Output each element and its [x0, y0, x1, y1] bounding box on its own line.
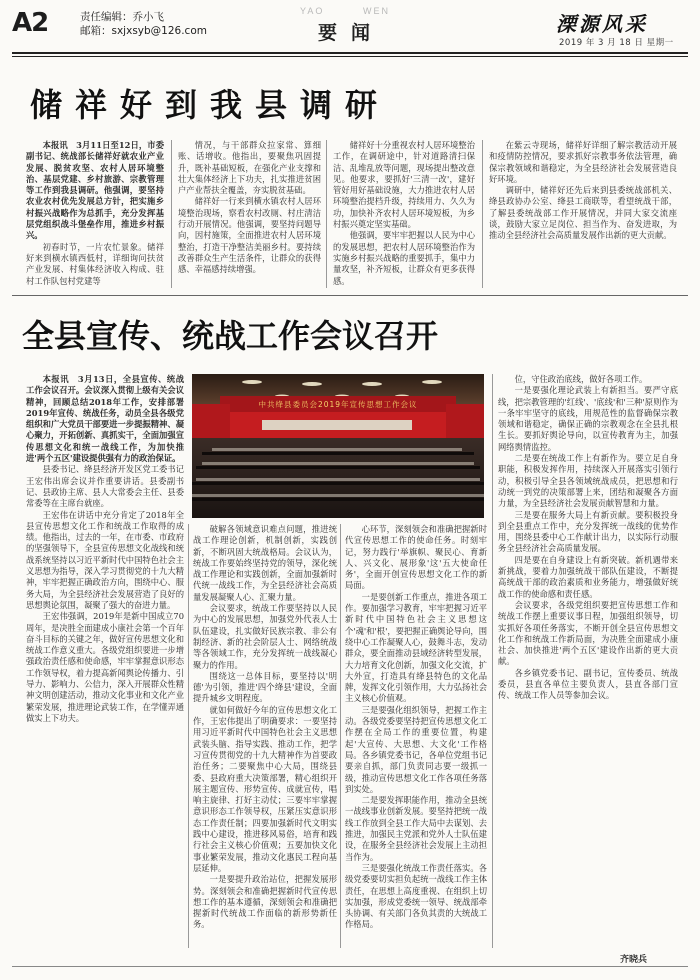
conference-hall-image: [192, 374, 484, 518]
article2-paragraph: 心环节，深刻领会和准确把握新时代宣传思想工作的使命任务。时刻牢记，努力践行'举旗帜、聚民心、育新人、兴文化、展形象'这'五大使命任务'，全面开创宣传思想文化工作的新局面。: [345, 524, 487, 591]
section-en-part: WEN: [363, 6, 390, 16]
article2-paragraph: 三是要强化统战工作责任落实。各级党委要切实担负起统一战线工作主体责任，在思想上高度重视、在组织上切实加强，形成党委统一领导、统战部牵头协调、有关部门各负其责的大统战工作格局。: [345, 862, 487, 930]
article1-headline: 储祥好到我县调研: [30, 86, 391, 124]
article1-paragraph: 情况，与干部群众拉家常、算细账、话增收。他指出，要聚焦巩固提升，既补基础短板，在强化产业支撑和壮大集体经济上下功夫，扎实推进贫困户产业帮扶全覆盖，夯实脱贫基础。: [178, 140, 321, 196]
article2-paragraph: 四是要在自身建设上有新突破。新机遇带来新挑战，要着力加强统战干部队伍建设，不断提高统战干部的政治素质和业务能力，增强做好统战工作的使命感和责任感。: [498, 554, 678, 599]
article1-column-1: [26, 140, 164, 290]
column-divider: [492, 374, 493, 948]
column-divider: [171, 140, 172, 288]
page-number: A2: [12, 8, 49, 38]
article-separator: [12, 295, 688, 296]
article2-paragraph: 就如何做好今年的宣传思想文化工作，王宏伟提出了明确要求：一要坚持用习近平新时代中国特色社会主义思想武装头脑、指导实践、推动工作，把学习宣传贯彻党的十九大精神作为首要政治任务；二要聚焦中心大局，围绕县委、县政府重大决策部署，精心组织开展主题宣传、形势宣传、成就宣传，唱响主旋律、打好主动仗；三要牢牢掌握意识形态工作领导权，压紧压实意识形态工作责任制；四要加强新时代文明实践中心建设，推进移风易俗，培育和践行社会主义核心价值观；五要加快文化事业繁荣发展，推动文化惠民工程向基层延伸。: [193, 704, 337, 873]
article2-paragraph: 位，守住政治底线，做好各项工作。: [514, 374, 648, 384]
article2-headline: 全县宣传、统战工作会议召开: [22, 317, 439, 355]
article2-paragraph: 会议要求，统战工作要坚持以人民为中心的发展思想，加强党外代表人士队伍建设，扎实做好民族宗教、非公有制经济、新的社会阶层人士、网络统战等各领域工作，充分发挥统一战线凝心聚力的作用。: [193, 603, 337, 670]
article2-paragraph: 县委书记、绛县经济开发区党工委书记王宏伟出席会议并作重要讲话。县委副书记、县政协主席、县人大常委会主任、县委常委等在主席台就座。: [26, 464, 184, 509]
section-title-en: [300, 6, 390, 16]
article2-paragraph: 一是要创新工作重点，推进各项工作。要加强学习教育，牢牢把握习近平新时代中国特色社会主义思想这个'魂'和'根'，要把握正确舆论导向，围绕中心工作凝聚人心，鼓舞斗志，发动群众，要全面推动县域经济转型发展，大力培育文化创新，加强文化交流，扩大外宣，打造具有绛县特色的文化品牌，发挥文化引领作用，大力弘扬社会主义核心价值观。: [345, 591, 487, 704]
article2-paragraph: 各乡镇党委书记、副书记，宣传委员、统战委员，县直各单位主要负责人，县直各部门宣传、统战工作人员等参加会议。: [498, 667, 678, 701]
section-en-part: YAO: [300, 6, 325, 16]
article2-paragraph: 一是要强化理论武装上有新担当。要严守底线，把宗教管理的'红线'、'底线'和'三种'原则作为一条牢牢坚守的底线，用规范性的监督确保宗教领域和谐稳定，确保正确的宗教观念在全县扎根生长。要抓好舆论导向，以宣传教育为主，加强网络舆情监控。: [498, 385, 678, 452]
article2-byline: 齐晓兵: [620, 955, 648, 965]
article2-paragraph: 本报讯 3月13日，全县宣传、统战工作会议召开。会议深入贯彻上级有关会议精神，回顾总结2018年工作，安排部署2019年宣传、统战任务，动员全县各级党组织和广大党员干部要进一步提振精神、凝心聚力，开拓创新、真抓实干，全面加强宣传思想文化和统一战线工作，为加快推进'两个五区'建设提供强有力的政治保证。: [26, 374, 184, 464]
article2-paragraph: 二是要发挥职能作用，推动全县统一战线事业创新发展。要坚持把统一战线工作放到全县工作大局中去谋划、去推进，加强民主党派和党外人士队伍建设，在服务全县经济社会发展上主动担当作为。: [345, 795, 487, 862]
newspaper-name: 溧源风采: [556, 12, 648, 36]
article2-column-3: [345, 524, 487, 950]
article2-paragraph: 王宏伟强调，2019年是新中国成立70周年，是决胜全面建成小康社会第一个百年奋斗目标的关键之年，做好宣传思想文化和统战工作意义重大。各级党组织要进一步增强政治责任感和使命感，牢牢掌握意识形态工作领导权，着力提高新闻舆论传播力、引导力、影响力、公信力，深入开展群众性精神文明创建活动，推动文化事业和文化产业繁荣发展，推进理论武装工作，在学懂弄通做实上下功夫。: [26, 611, 184, 723]
article1-paragraph: 调研中，储祥好还先后来到县委统战部机关、绛县政协办公室、绛县工商联等，看望统战干部，了解县委统战部工作开展情况，并同大家交流座谈，鼓励大家立足岗位、担当作为、奋发进取，为推动全县经济社会高质量发展作出新的更大贡献。: [489, 185, 677, 241]
article1-paragraph: 他强调，要牢牢把握以人民为中心的发展思想，把农村人居环境整治作为实施乡村振兴战略的重要抓手，集中力量攻坚，补齐短板，让群众有更多获得感。: [333, 230, 475, 286]
article2-column-4: [498, 374, 678, 942]
header-rule: [12, 52, 688, 54]
article1-paragraph: 储祥好十分重视农村人居环境整治工作，在调研途中，针对道路清扫保洁、乱堆乱放等问题，现场提出整改意见。他要求，要抓好'三清一改'，建好管好用好基础设施，大力推进农村人居环境整治提档升级，持续用力、久久为功，加快补齐农村人居环境短板，为乡村振兴奠定坚实基础。: [333, 140, 475, 230]
article2-paragraph: 破解各领域意识难点问题，推进统战工作理论创新，机制创新，实践创新，不断巩固大统战格局。会议认为，统战工作要始终坚持党的领导，深化统战工作理论和实践创新，全面加强新时代统一战线工作，为全县经济社会高质量发展凝聚人心、汇聚力量。: [193, 524, 337, 602]
editor-email: 邮箱：sxjxsyb@126.com: [80, 25, 207, 37]
article1-column-4: [489, 140, 677, 290]
editor-info: [80, 10, 207, 38]
article1-column-3: [333, 140, 475, 290]
issue-date: 2019 年 3 月 18 日 星期一: [559, 38, 674, 48]
column-divider: [482, 140, 483, 288]
article2-paragraph: 三是要强化组织领导，把握工作主动。各级党委要坚持把宣传思想文化工作摆在全局工作的重要位置，构建起'大宣传、大思想、大文化'工作格局。各乡镇党委书记，各单位党组书记要亲自抓，部门负责同志要一级抓一级，推动宣传思想文化工作各项任务落到实处。: [345, 704, 487, 794]
article2-paragraph: 一是要提升政治站位，把握发展形势。深刻领会和准确把握新时代宣传思想工作的基本遵循，深刻领会和准确把握新时代统战工作面临的新形势新任务。: [193, 874, 337, 930]
article1-paragraph: 储祥好一行来到横水镇农村人居环境整治现场，察看农村改厕、村庄清洁行动开展情况。他强调，要坚持问题导向，因村施策，全面推进农村人居环境整治，打造干净整洁美丽乡村。要持续改善群众生产生活条件，让群众的获得感、幸福感持续增强。: [178, 196, 321, 275]
header-rule-thin: [12, 56, 688, 57]
article1-paragraph: 在紫云寺现场，储祥好详细了解宗教活动开展和疫情防控情况，要求抓好宗教事务依法管理，确保宗教领域和谐稳定，为全县经济社会发展营造良好环境。: [489, 140, 677, 184]
article2-paragraph: 二是要在统战工作上有新作为。要立足自身职能，积极发挥作用，持续深入开展落实引领行动，积极引导全县各领域统战成员，把思想和行动统一到党的决策部署上来，团结和凝聚各方面力量，为全县经济社会发展贡献智慧和力量。: [498, 453, 678, 509]
article2-paragraph: 会议要求，各级党组织要把宣传思想工作和统战工作摆上重要议事日程，加强组织领导，切实抓好各项任务落实，不断开创全县宣传思想文化工作和统战工作新局面，为决胜全面建成小康社会、加快推进'两个五区'建设作出新的更大贡献。: [498, 599, 678, 667]
article2-paragraph: 三是要在服务大局上有新贡献。要积极投身到全县重点工作中，充分发挥统一战线的优势作用，围绕县委中心工作献计出力，以实际行动服务全县经济社会高质量发展。: [498, 509, 678, 554]
column-divider: [188, 524, 189, 948]
article2-paragraph: 王宏伟在讲话中充分肯定了2018年全县宣传思想文化工作和统战工作取得的成绩。他指出，过去的一年，在市委、市政府的坚强领导下，全县宣传思想文化战线和统战系统坚持以习近平新时代中国特色社会主义思想为指导，深入学习贯彻党的十九大精神，牢牢把握正确政治方向，围绕中心、服务大局，为全县经济社会发展营造了良好的思想舆论氛围，凝聚了强大的奋进力量。: [26, 509, 184, 610]
section-title-block: [300, 6, 390, 45]
column-divider: [326, 140, 327, 288]
photo-banner-text: 中共绛县委员会2019年宣传思想工作会议: [258, 399, 418, 409]
column-divider: [340, 524, 341, 948]
article2-column-1: [26, 374, 184, 950]
article1-paragraph: 本报讯 3月11日至12日，市委副书记、统战部长储祥好就农业产业发展、脱贫攻坚、农村人居环境整治、基层党建、乡村旅游、宗教管理等工作到我县调研。他强调，要坚持农业农村优先发展总方针，把实施乡村振兴战略作为总抓手，充分发挥基层党组织战斗堡垒作用，推进乡村振兴。: [26, 140, 164, 241]
article1-paragraph: 初春时节，一片农忙景象。储祥好来到横水镇西低村，详细询问扶贫产业发展、村集体经济收入构成、驻村工作队包村党建等: [26, 241, 164, 286]
article1-column-2: [178, 140, 321, 290]
section-title: 要闻: [317, 22, 384, 44]
article2-paragraph: 围绕这一总体目标，要坚持以'明德'为引领，推进'四个绛县'建设，全面提升城乡文明程度。: [193, 670, 337, 704]
editor-name: 责任编辑：乔小飞: [80, 11, 164, 23]
footer-rule: [12, 966, 688, 967]
conference-photo: [192, 374, 484, 518]
article2-column-2: [193, 524, 337, 950]
